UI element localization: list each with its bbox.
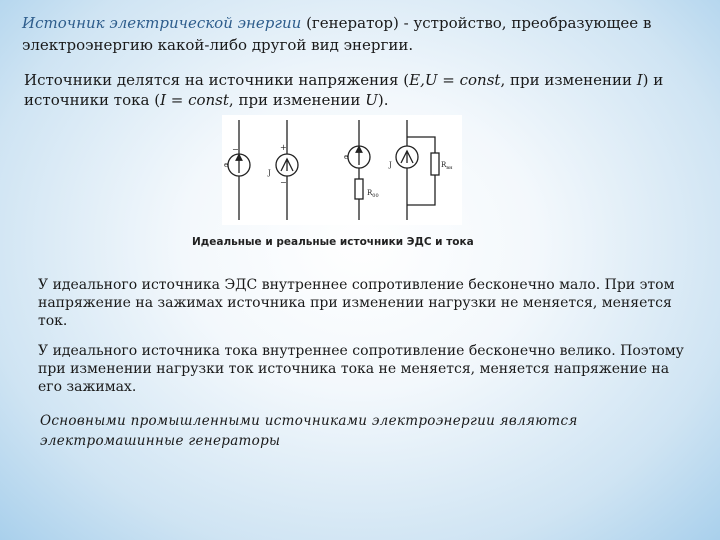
types-text-2: , при изменении [500,71,637,89]
source-types-paragraph [24,70,704,110]
intro-paragraph [22,12,702,56]
types-text-4: , при изменении [228,91,366,109]
label-j1: J [268,169,271,177]
parallel-resistor [431,153,439,175]
intro-rest: (генератор) - устройство, преобразующее в электроэнергию какой-либо другой вид энергии. [22,14,652,54]
current-source-paragraph: У идеального источника тока внутреннее сопротивление бесконечно велико. Поэтому при изменении нагрузки ток источника тока не меняется, меняется напряжение на его зажимах. [38,343,684,395]
internal-resistor [355,179,363,199]
intro-term: Источник электрической энергии [22,14,302,32]
plus-mark-2: + [280,143,287,152]
circuit-diagram [222,115,462,225]
label-r-int: $R_{00}$ [367,189,379,199]
types-var-i: I [636,71,643,89]
minus-mark-2: − [280,178,287,187]
circuit-figure [222,115,462,225]
types-text-3: ) и источники тока ( [24,71,664,109]
emf-source-paragraph: У идеального источника ЭДС внутреннее сопротивление бесконечно мало. При этом напряжение на зажимах источника при изменении нагрузки не меняется, меняется ток. [38,277,675,329]
conclusion-paragraph: Основными промышленными источниками электроэнергии являются электромашинные генераторы [40,413,578,449]
types-text-5: ). [377,91,389,109]
label-j2: J [389,161,392,169]
label-e1: e [224,161,229,169]
types-text-1: Источники делятся на источники напряжения ( [24,71,410,89]
wire-load-bottom [407,175,435,205]
label-r-load: $R_{вн}$ [441,161,453,171]
label-e2: e [344,153,349,161]
types-formula-2: I = const [160,91,229,109]
types-var-u: U [365,91,378,109]
figure-caption: Идеальные и реальные источники ЭДС и тока [192,236,474,248]
types-formula-1: E,U = const [409,71,501,89]
plus-mark-1: − [232,145,239,154]
